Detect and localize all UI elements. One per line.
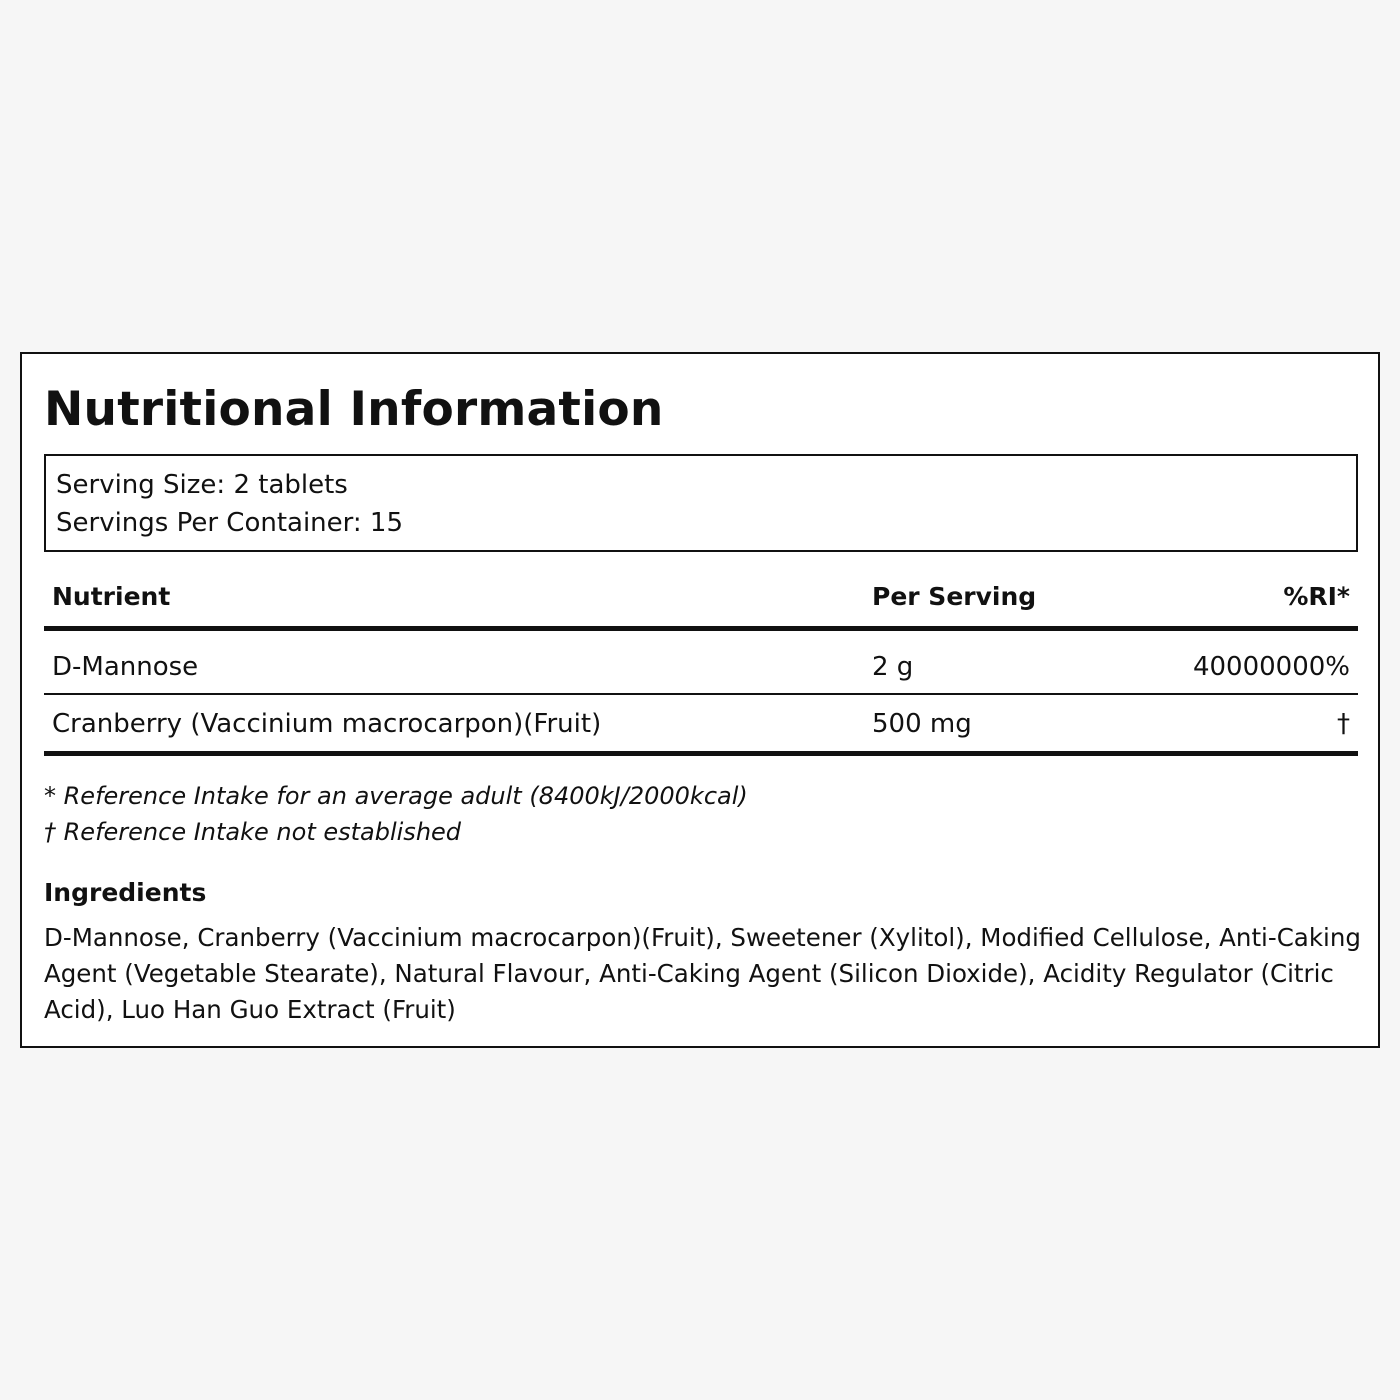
table-header-row — [44, 570, 1358, 631]
table-row — [44, 695, 1358, 756]
header-per-serving: Per Serving — [872, 582, 1037, 611]
serving-size: Serving Size: 2 tablets — [56, 470, 348, 500]
ingredients-list: D-Mannose, Cranberry (Vaccinium macrocarpon)(Fruit), Sweetener (Xylitol), Modified Cellulose, Anti-Caking Agent (Vegetable Stearate), Natural Flavour, Anti-Caking Agent (Silicon Dioxide), Acidity Regulator (Citric Acid), Luo Han Guo Extract (Fruit) — [44, 923, 1361, 1024]
nutrition-panel — [20, 352, 1380, 1048]
nutrient-ri: 40000000% — [1192, 652, 1350, 682]
table-row — [44, 631, 1358, 695]
ingredients-heading: Ingredients — [44, 878, 207, 907]
footnotes — [44, 778, 1354, 850]
nutrient-table — [44, 570, 1358, 756]
nutrient-name: D-Mannose — [52, 652, 199, 682]
nutrient-ri: † — [1337, 709, 1350, 739]
panel-title: Nutritional Information — [44, 382, 664, 437]
servings-per-container: Servings Per Container: 15 — [56, 508, 404, 538]
nutrient-per-serving: 2 g — [872, 652, 914, 682]
header-ri: %RI* — [1283, 582, 1350, 611]
header-nutrient: Nutrient — [52, 582, 171, 611]
footnote-ri-not-established: † Reference Intake not established — [44, 818, 462, 846]
footnote-ri-reference: * Reference Intake for an average adult (8400kJ/2000kcal) — [44, 782, 748, 810]
nutrient-name: Cranberry (Vaccinium macrocarpon)(Fruit) — [52, 709, 602, 739]
serving-info-box — [44, 454, 1358, 552]
nutrient-per-serving: 500 mg — [872, 709, 972, 739]
